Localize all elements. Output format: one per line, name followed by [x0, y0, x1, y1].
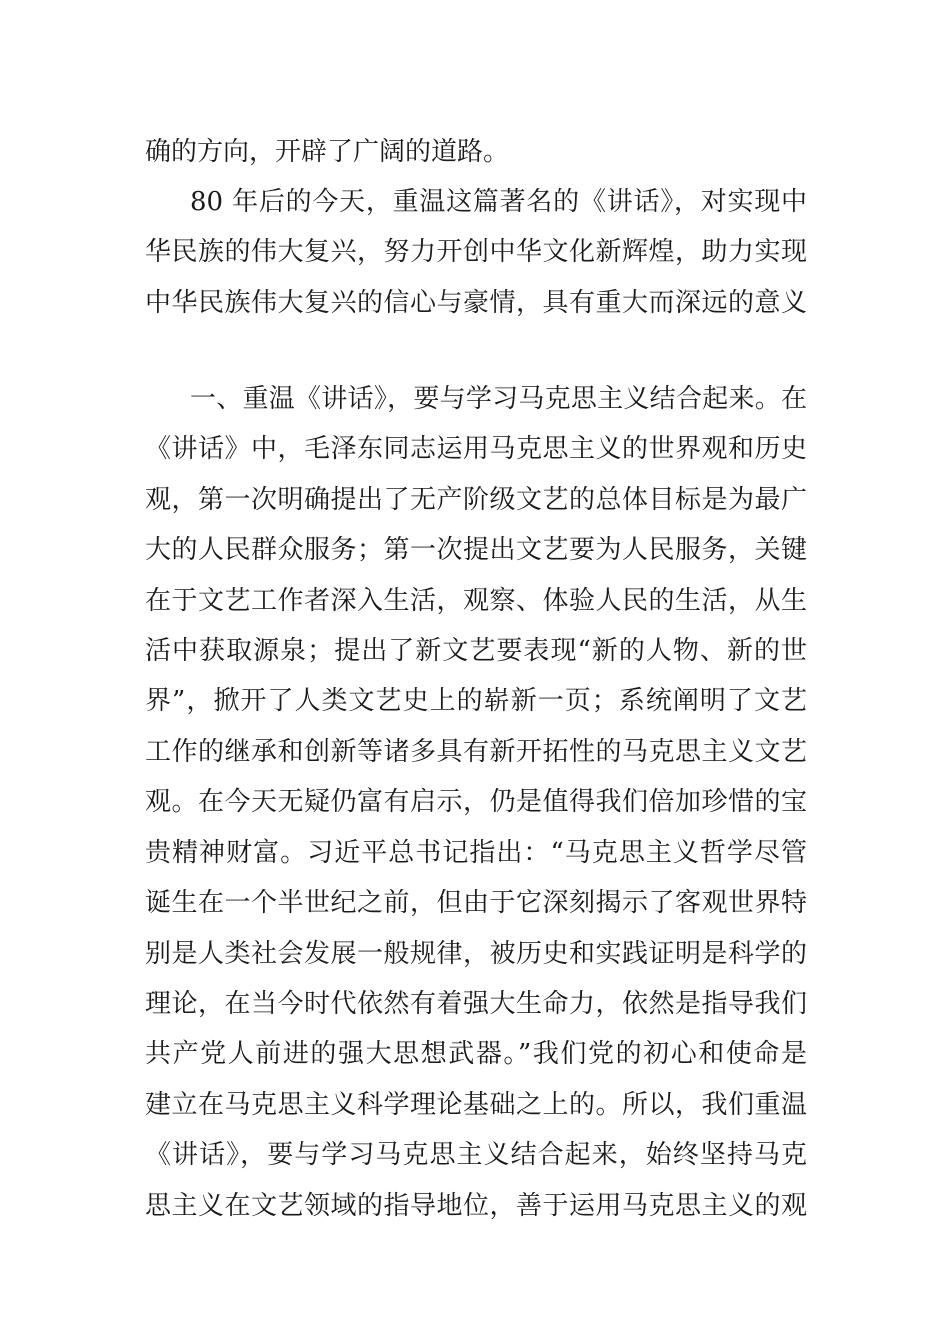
section-heading-line: 一、重温《讲话》，要与学习马克思主义结合起来。在: [190, 384, 807, 414]
text-line: 思主义在文艺领域的指导地位，善于运用马克思主义的观: [145, 1191, 807, 1221]
text-line: 《讲话》，要与学习马克思主义结合起来，始终坚持马克: [145, 1140, 807, 1170]
text-line: 贵精神财富。习近平总书记指出：“马克思主义哲学尽管: [145, 838, 807, 868]
text-line: 理论，在当今时代依然有着强大生命力，依然是指导我们: [145, 989, 807, 1019]
text-line: 观。在今天无疑仍富有启示，仍是值得我们倍加珍惜的宝: [145, 787, 807, 817]
text-line: 在于文艺工作者深入生活，观察、体验人民的生活，从生: [145, 586, 807, 616]
text-line: 大的人民群众服务；第一次提出文艺要为人民服务，关键: [145, 535, 807, 565]
text-line: 中华民族伟大复兴的信心与豪情，具有重大而深远的意义: [145, 288, 807, 318]
text-line: 确的方向，开辟了广阔的道路。: [145, 137, 510, 167]
paragraph-first-line: 80 年后的今天，重温这篇著名的《讲话》，对实现中: [190, 187, 807, 217]
text-line: 界”，掀开了人类文艺史上的崭新一页；系统阐明了文艺: [145, 686, 807, 716]
text-line: 共产党人前进的强大思想武器。”我们党的初心和使命是: [145, 1039, 807, 1069]
text-line: 华民族的伟大复兴，努力开创中华文化新辉煌，助力实现: [145, 237, 807, 267]
text-line: 观，第一次明确提出了无产阶级文艺的总体目标是为最广: [145, 485, 807, 515]
text-line: 建立在马克思主义科学理论基础之上的。所以，我们重温: [145, 1090, 807, 1120]
text-line: 工作的继承和创新等诸多具有新开拓性的马克思主义文艺: [145, 737, 807, 767]
text-line: 活中获取源泉；提出了新文艺要表现“新的人物、新的世: [145, 636, 807, 666]
text-line: 别是人类社会发展一般规律，被历史和实践证明是科学的: [145, 939, 807, 969]
text-line: 《讲话》中，毛泽东同志运用马克思主义的世界观和历史: [145, 434, 807, 464]
text-line: 诞生在一个半世纪之前，但由于它深刻揭示了客观世界特: [145, 888, 807, 918]
